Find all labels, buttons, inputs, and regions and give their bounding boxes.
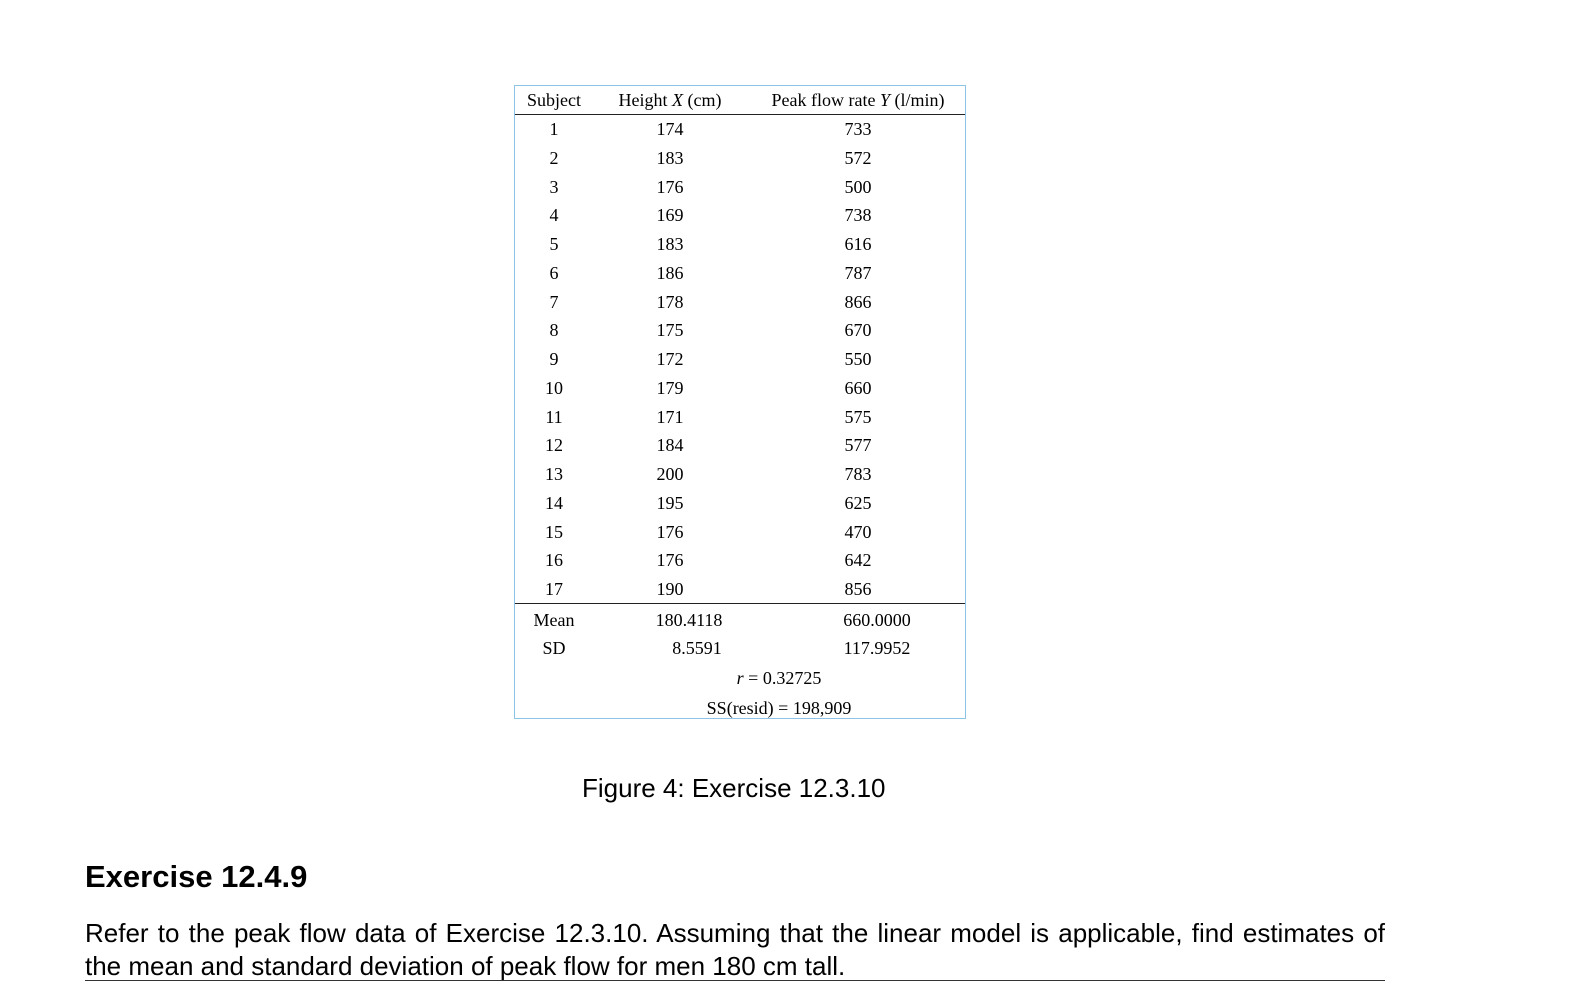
cell-peak: 856 (844, 579, 872, 599)
cell-height: 200 (656, 464, 684, 484)
table-row (515, 408, 965, 428)
data-table (514, 85, 966, 719)
cell-height: 195 (656, 492, 684, 513)
exercise-underline (85, 980, 1385, 981)
header-peak (772, 91, 945, 109)
cell-peak: 783 (844, 464, 872, 484)
cell-height: 176 (656, 550, 684, 571)
header-rule (515, 114, 965, 115)
cell-subject: 9 (549, 349, 559, 369)
cell-subject: 13 (545, 464, 563, 484)
cell-height: 190 (656, 579, 684, 599)
cell-subject: 1 (549, 119, 559, 139)
summary-rule (515, 603, 965, 604)
cell-subject: 4 (549, 205, 559, 226)
mean-height: 180.4118 (655, 610, 723, 630)
table-row (515, 235, 965, 255)
table-row (515, 350, 965, 370)
table-row (515, 149, 965, 169)
cell-height: 175 (656, 320, 684, 341)
cell-height: 176 (656, 521, 684, 542)
cell-subject: 17 (545, 579, 563, 599)
table-row (515, 178, 965, 198)
cell-subject: 2 (549, 147, 559, 168)
table-row (515, 580, 965, 600)
exercise-body: Refer to the peak flow data of Exercise 12.3.10. Assuming that the linear model is applicable, find estimates of the mean and standard deviation of peak flow for men 180 cm tall. (85, 918, 1385, 981)
header-height-var: X (672, 90, 684, 110)
cell-peak: 738 (844, 205, 872, 226)
cell-peak: 670 (844, 320, 872, 341)
table-row (515, 436, 965, 456)
cell-height: 171 (656, 406, 684, 427)
cell-height: 179 (656, 377, 684, 398)
cell-peak: 500 (844, 176, 872, 197)
cell-peak: 575 (844, 406, 872, 427)
mean-label: Mean (533, 610, 575, 630)
cell-peak: 577 (844, 435, 872, 456)
cell-height: 172 (656, 349, 684, 369)
r-var: r (736, 668, 744, 688)
cell-peak: 642 (844, 550, 872, 571)
cell-subject: 12 (545, 435, 563, 456)
table-row (515, 321, 965, 341)
sd-height: 8.5591 (672, 638, 722, 658)
table-row (515, 465, 965, 485)
cell-subject: 16 (545, 550, 563, 571)
cell-subject: 3 (549, 176, 559, 197)
cell-subject: 10 (545, 377, 563, 398)
mean-peak: 660.0000 (843, 610, 911, 630)
cell-peak: 470 (844, 521, 872, 542)
header-peak-unit: (l/min) (889, 90, 945, 110)
cell-peak: 787 (844, 262, 872, 283)
cell-peak: 866 (844, 291, 872, 312)
cell-peak: 572 (844, 147, 872, 168)
r-value: = 0.32725 (743, 668, 822, 688)
cell-height: 178 (656, 291, 684, 312)
exercise-title: Exercise 12.4.9 (85, 859, 308, 894)
table-row (515, 293, 965, 313)
table-row (515, 120, 965, 140)
table-row (515, 551, 965, 571)
sd-peak: 117.9952 (843, 638, 911, 658)
cell-height: 184 (656, 435, 684, 456)
cell-height: 183 (656, 147, 684, 168)
ss-resid-stat: SS(resid) = 198,909 (706, 698, 852, 718)
header-peak-prefix: Peak flow rate (771, 90, 880, 110)
cell-height: 169 (656, 205, 684, 226)
table-row-mean (515, 611, 965, 631)
table-row (515, 523, 965, 543)
cell-peak: 625 (844, 492, 872, 513)
header-height-prefix: Height (618, 90, 673, 110)
header-peak-var: Y (879, 90, 890, 110)
cell-height: 183 (656, 234, 684, 254)
cell-height: 176 (656, 176, 684, 197)
figure-caption: Figure 4: Exercise 12.3.10 (582, 773, 886, 803)
cell-subject: 7 (549, 291, 559, 312)
cell-subject: 6 (549, 262, 559, 283)
cell-peak: 733 (844, 119, 872, 139)
table-row (515, 379, 965, 399)
cell-subject: 11 (545, 406, 563, 427)
cell-peak: 660 (844, 377, 872, 398)
cell-peak: 550 (844, 349, 872, 369)
cell-subject: 8 (549, 320, 559, 341)
cell-subject: 14 (545, 492, 563, 513)
header-height (619, 91, 722, 109)
cell-subject: 15 (545, 521, 563, 542)
table-row-sd (515, 639, 965, 659)
table-row (515, 206, 965, 226)
cell-height: 186 (656, 262, 684, 283)
correlation-stat (515, 669, 965, 687)
cell-height: 174 (656, 119, 684, 139)
cell-peak: 616 (844, 234, 872, 254)
header-subject: Subject (527, 90, 581, 110)
table-row (515, 494, 965, 514)
cell-subject: 5 (549, 234, 559, 254)
table-row (515, 264, 965, 284)
sd-label: SD (542, 638, 566, 658)
header-height-unit: (cm) (683, 90, 722, 110)
